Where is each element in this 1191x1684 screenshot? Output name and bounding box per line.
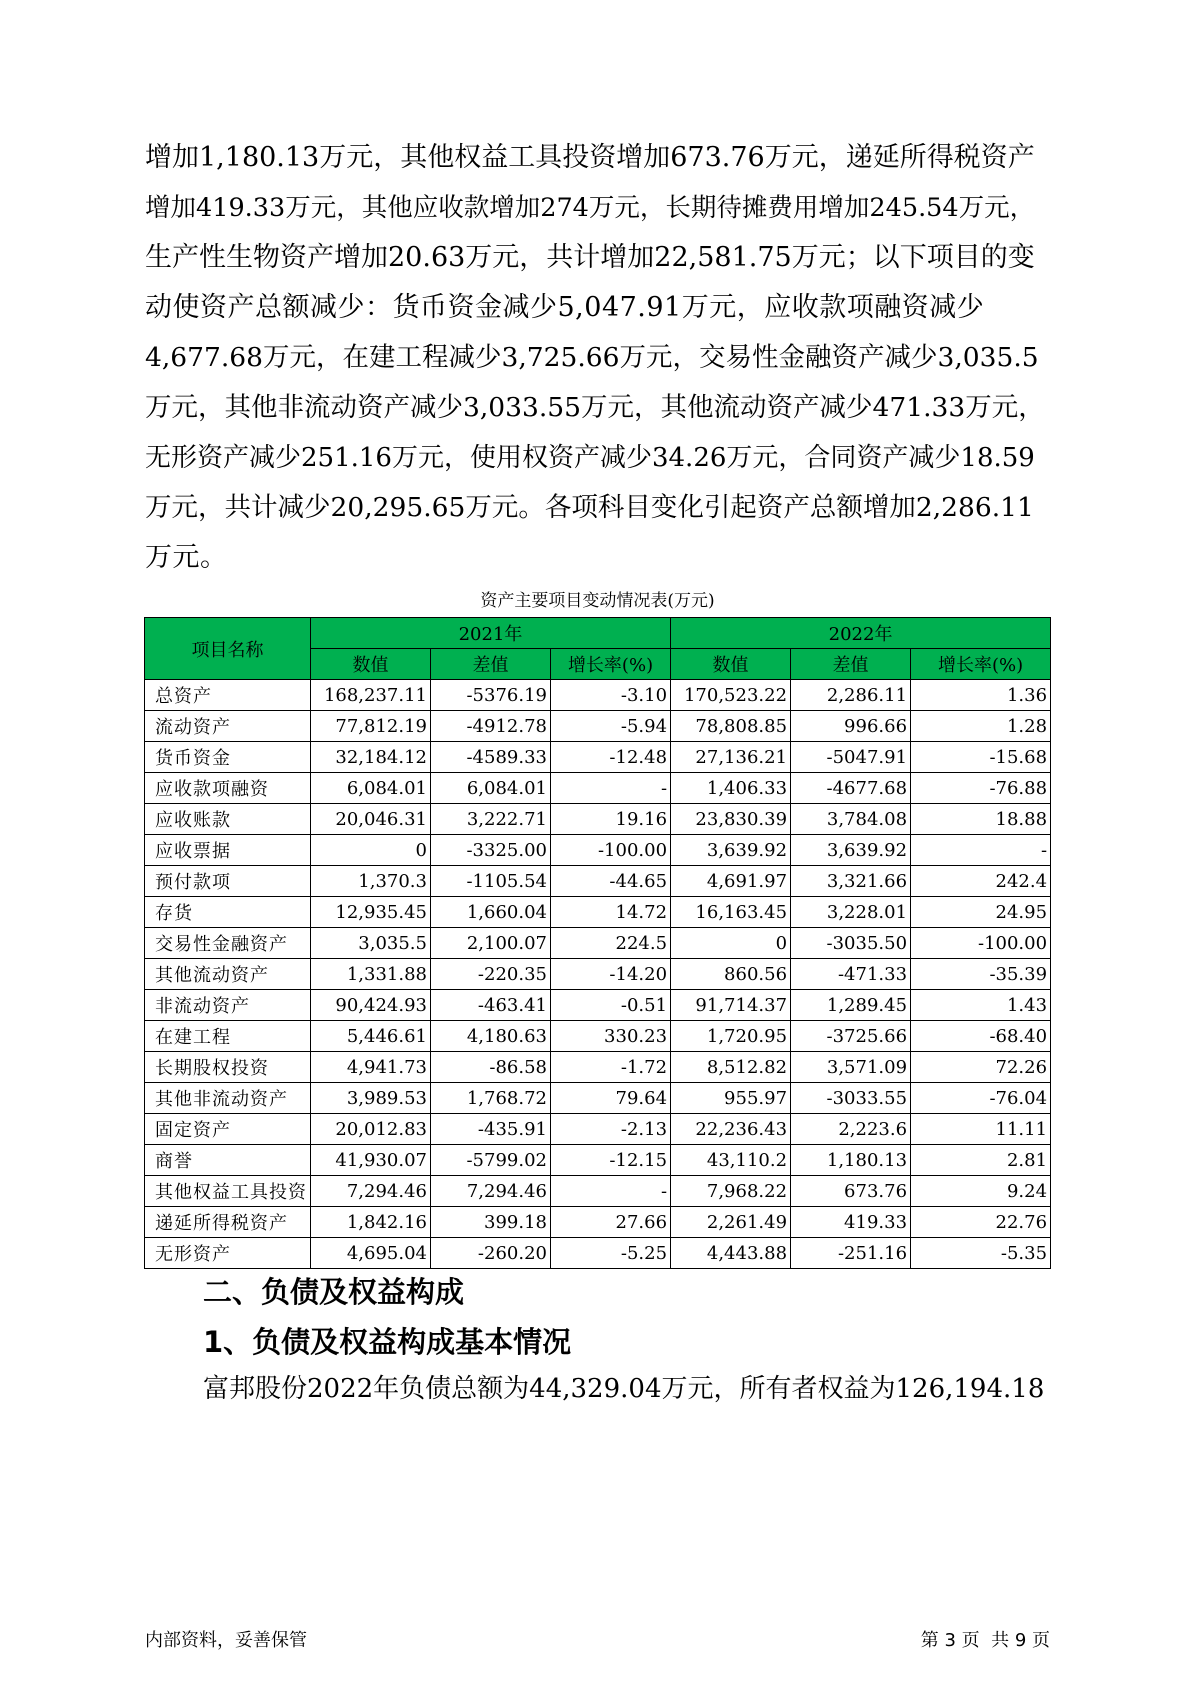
- row-item-name: 应收账款: [145, 804, 311, 835]
- cell-value-2022: 8,512.82: [671, 1052, 791, 1083]
- cell-diff-2022: 3,639.92: [791, 835, 911, 866]
- subheader-growth-2021: 增长率(%): [551, 649, 671, 680]
- cell-diff-2021: 1,660.04: [431, 897, 551, 928]
- header-item-name: 项目名称: [145, 618, 311, 680]
- row-item-name: 在建工程: [145, 1021, 311, 1052]
- closing-line: 富邦股份2022年负债总额为44,329.04万元，所有者权益为126,194.18: [203, 1374, 1045, 1404]
- cell-diff-2022: -3033.55: [791, 1083, 911, 1114]
- cell-diff-2022: 3,228.01: [791, 897, 911, 928]
- cell-growth-2021: 79.64: [551, 1083, 671, 1114]
- cell-value-2022: 78,808.85: [671, 711, 791, 742]
- table-row: [145, 928, 1051, 959]
- intro-line: 增加419.33万元，其他应收款增加274万元，长期待摊费用增加245.54万元，: [145, 193, 1036, 223]
- cell-value-2021: 20,012.83: [311, 1114, 431, 1145]
- cell-diff-2022: 2,223.6: [791, 1114, 911, 1145]
- cell-value-2021: 168,237.11: [311, 680, 431, 711]
- row-item-name: 递延所得税资产: [145, 1207, 311, 1238]
- page-prefix: 第: [920, 1630, 939, 1651]
- table-row: [145, 866, 1051, 897]
- cell-diff-2021: -260.20: [431, 1238, 551, 1269]
- cell-value-2021: 0: [311, 835, 431, 866]
- intro-line: 万元，共计减少20,295.65万元。各项科目变化引起资产总额增加2,286.11: [145, 492, 1034, 523]
- cell-diff-2022: 1,289.45: [791, 990, 911, 1021]
- cell-value-2022: 43,110.2: [671, 1145, 791, 1176]
- cell-growth-2021: 19.16: [551, 804, 671, 835]
- cell-value-2021: 77,812.19: [311, 711, 431, 742]
- cell-value-2021: 4,941.73: [311, 1052, 431, 1083]
- cell-value-2022: 170,523.22: [671, 680, 791, 711]
- cell-diff-2022: -3035.50: [791, 928, 911, 959]
- subsection-heading: 1、负债及权益构成基本情况: [203, 1325, 572, 1359]
- table-row: [145, 1176, 1051, 1207]
- cell-value-2021: 7,294.46: [311, 1176, 431, 1207]
- cell-growth-2022: 242.4: [911, 866, 1051, 897]
- cell-diff-2022: 2,286.11: [791, 680, 911, 711]
- cell-growth-2021: -: [551, 773, 671, 804]
- cell-growth-2021: -5.25: [551, 1238, 671, 1269]
- page-suffix: 页: [1032, 1630, 1050, 1651]
- cell-diff-2021: -4589.33: [431, 742, 551, 773]
- cell-diff-2021: 3,222.71: [431, 804, 551, 835]
- cell-growth-2022: 72.26: [911, 1052, 1051, 1083]
- table-row: [145, 680, 1051, 711]
- cell-growth-2021: -5.94: [551, 711, 671, 742]
- cell-diff-2021: 7,294.46: [431, 1176, 551, 1207]
- cell-value-2022: 16,163.45: [671, 897, 791, 928]
- row-item-name: 总资产: [145, 680, 311, 711]
- table-row: [145, 1145, 1051, 1176]
- cell-diff-2022: -3725.66: [791, 1021, 911, 1052]
- cell-growth-2022: 1.36: [911, 680, 1051, 711]
- table-row: [145, 1238, 1051, 1269]
- cell-growth-2021: 224.5: [551, 928, 671, 959]
- section-heading: 二、负债及权益构成: [203, 1275, 465, 1309]
- cell-diff-2021: -1105.54: [431, 866, 551, 897]
- cell-diff-2021: -86.58: [431, 1052, 551, 1083]
- intro-line: 增加1,180.13万元，其他权益工具投资增加673.76万元，递延所得税资产: [145, 142, 1035, 173]
- cell-value-2021: 12,935.45: [311, 897, 431, 928]
- row-item-name: 应收票据: [145, 835, 311, 866]
- subheader-diff-2022: 差值: [791, 649, 911, 680]
- footer-page-indicator: [921, 1626, 1050, 1652]
- cell-value-2022: 23,830.39: [671, 804, 791, 835]
- table-row: [145, 1083, 1051, 1114]
- cell-diff-2021: -220.35: [431, 959, 551, 990]
- cell-growth-2022: -35.39: [911, 959, 1051, 990]
- subheader-value-2021: 数值: [311, 649, 431, 680]
- cell-value-2022: 4,691.97: [671, 866, 791, 897]
- cell-diff-2021: -4912.78: [431, 711, 551, 742]
- table-row: [145, 1052, 1051, 1083]
- cell-growth-2021: -12.48: [551, 742, 671, 773]
- intro-line: 万元。: [145, 542, 228, 573]
- cell-growth-2021: 330.23: [551, 1021, 671, 1052]
- subheader-value-2022: 数值: [671, 649, 791, 680]
- row-item-name: 交易性金融资产: [145, 928, 311, 959]
- cell-diff-2022: 673.76: [791, 1176, 911, 1207]
- table-body: [145, 680, 1051, 1269]
- cell-growth-2022: -100.00: [911, 928, 1051, 959]
- row-item-name: 长期股权投资: [145, 1052, 311, 1083]
- row-item-name: 货币资金: [145, 742, 311, 773]
- cell-value-2021: 32,184.12: [311, 742, 431, 773]
- cell-growth-2022: 9.24: [911, 1176, 1051, 1207]
- cell-growth-2022: 11.11: [911, 1114, 1051, 1145]
- table-row: [145, 990, 1051, 1021]
- cell-growth-2021: -44.65: [551, 866, 671, 897]
- cell-value-2021: 1,842.16: [311, 1207, 431, 1238]
- cell-diff-2021: 6,084.01: [431, 773, 551, 804]
- row-item-name: 其他非流动资产: [145, 1083, 311, 1114]
- cell-growth-2021: 14.72: [551, 897, 671, 928]
- subheader-diff-2021: 差值: [431, 649, 551, 680]
- cell-growth-2022: 1.43: [911, 990, 1051, 1021]
- intro-line: 4,677.68万元，在建工程减少3,725.66万元，交易性金融资产减少3,035.5: [145, 342, 1039, 373]
- cell-diff-2022: -251.16: [791, 1238, 911, 1269]
- cell-value-2022: 1,720.95: [671, 1021, 791, 1052]
- cell-growth-2021: -: [551, 1176, 671, 1207]
- cell-value-2022: 22,236.43: [671, 1114, 791, 1145]
- row-item-name: 应收款项融资: [145, 773, 311, 804]
- cell-growth-2022: -15.68: [911, 742, 1051, 773]
- table-caption: 资产主要项目变动情况表(万元): [480, 591, 715, 611]
- intro-line: 生产性生物资产增加20.63万元，共计增加22,581.75万元；以下项目的变: [145, 242, 1035, 273]
- cell-value-2021: 3,035.5: [311, 928, 431, 959]
- cell-diff-2022: 3,784.08: [791, 804, 911, 835]
- intro-line: 动使资产总额减少：货币资金减少5,047.91万元，应收款项融资减少: [145, 292, 985, 323]
- table-row: [145, 1021, 1051, 1052]
- cell-growth-2021: -3.10: [551, 680, 671, 711]
- intro-paragraph: [145, 133, 1050, 583]
- table-row: [145, 1207, 1051, 1238]
- cell-growth-2022: 22.76: [911, 1207, 1051, 1238]
- page-mid: 页 共: [961, 1630, 1010, 1651]
- cell-value-2021: 3,989.53: [311, 1083, 431, 1114]
- cell-growth-2022: 2.81: [911, 1145, 1051, 1176]
- row-item-name: 其他权益工具投资: [145, 1176, 311, 1207]
- cell-value-2021: 6,084.01: [311, 773, 431, 804]
- cell-value-2022: 91,714.37: [671, 990, 791, 1021]
- cell-value-2021: 4,695.04: [311, 1238, 431, 1269]
- row-item-name: 其他流动资产: [145, 959, 311, 990]
- cell-diff-2022: 996.66: [791, 711, 911, 742]
- cell-growth-2021: -100.00: [551, 835, 671, 866]
- cell-value-2022: 955.97: [671, 1083, 791, 1114]
- cell-diff-2021: -435.91: [431, 1114, 551, 1145]
- cell-diff-2022: -5047.91: [791, 742, 911, 773]
- cell-value-2022: 27,136.21: [671, 742, 791, 773]
- cell-diff-2022: 3,321.66: [791, 866, 911, 897]
- cell-value-2022: 2,261.49: [671, 1207, 791, 1238]
- cell-growth-2021: -1.72: [551, 1052, 671, 1083]
- table-row: [145, 742, 1051, 773]
- subheader-growth-2022: 增长率(%): [911, 649, 1051, 680]
- assets-change-table: [144, 617, 1051, 1269]
- cell-growth-2022: -76.88: [911, 773, 1051, 804]
- intro-line: 万元，其他非流动资产减少3,033.55万元，其他流动资产减少471.33万元，: [145, 392, 1045, 423]
- table-row: [145, 897, 1051, 928]
- cell-value-2021: 5,446.61: [311, 1021, 431, 1052]
- cell-value-2022: 3,639.92: [671, 835, 791, 866]
- cell-growth-2022: -5.35: [911, 1238, 1051, 1269]
- table-row: [145, 959, 1051, 990]
- row-item-name: 存货: [145, 897, 311, 928]
- page-number: 3: [944, 1630, 956, 1651]
- table-row: [145, 1114, 1051, 1145]
- closing-paragraph: [203, 1364, 1053, 1414]
- cell-diff-2021: -3325.00: [431, 835, 551, 866]
- cell-value-2021: 90,424.93: [311, 990, 431, 1021]
- page-total: 9: [1014, 1630, 1027, 1651]
- cell-value-2022: 1,406.33: [671, 773, 791, 804]
- cell-growth-2021: 27.66: [551, 1207, 671, 1238]
- row-item-name: 商誉: [145, 1145, 311, 1176]
- cell-diff-2021: 2,100.07: [431, 928, 551, 959]
- table-row: [145, 711, 1051, 742]
- cell-diff-2022: 1,180.13: [791, 1145, 911, 1176]
- cell-value-2021: 20,046.31: [311, 804, 431, 835]
- cell-diff-2021: -5376.19: [431, 680, 551, 711]
- cell-growth-2022: -: [911, 835, 1051, 866]
- cell-diff-2022: 3,571.09: [791, 1052, 911, 1083]
- row-item-name: 固定资产: [145, 1114, 311, 1145]
- cell-diff-2021: 399.18: [431, 1207, 551, 1238]
- footer-left: 内部资料，妥善保管: [145, 1630, 307, 1651]
- cell-growth-2021: -2.13: [551, 1114, 671, 1145]
- header-year-2022: 2022年: [671, 618, 1051, 649]
- row-item-name: 非流动资产: [145, 990, 311, 1021]
- header-year-2021: 2021年: [311, 618, 671, 649]
- cell-diff-2021: -463.41: [431, 990, 551, 1021]
- cell-value-2022: 7,968.22: [671, 1176, 791, 1207]
- cell-value-2022: 860.56: [671, 959, 791, 990]
- cell-diff-2022: -4677.68: [791, 773, 911, 804]
- table-row: [145, 804, 1051, 835]
- cell-diff-2021: 1,768.72: [431, 1083, 551, 1114]
- cell-diff-2021: -5799.02: [431, 1145, 551, 1176]
- cell-value-2021: 1,370.3: [311, 866, 431, 897]
- row-item-name: 预付款项: [145, 866, 311, 897]
- cell-value-2021: 41,930.07: [311, 1145, 431, 1176]
- cell-diff-2022: -471.33: [791, 959, 911, 990]
- cell-growth-2021: -0.51: [551, 990, 671, 1021]
- cell-growth-2021: -14.20: [551, 959, 671, 990]
- row-item-name: 流动资产: [145, 711, 311, 742]
- table-row: [145, 835, 1051, 866]
- row-item-name: 无形资产: [145, 1238, 311, 1269]
- table-header-row: [145, 618, 1051, 649]
- cell-diff-2021: 4,180.63: [431, 1021, 551, 1052]
- cell-growth-2022: 24.95: [911, 897, 1051, 928]
- intro-line: 无形资产减少251.16万元，使用权资产减少34.26万元，合同资产减少18.59: [145, 443, 1035, 473]
- cell-value-2021: 1,331.88: [311, 959, 431, 990]
- cell-diff-2022: 419.33: [791, 1207, 911, 1238]
- cell-growth-2022: -76.04: [911, 1083, 1051, 1114]
- cell-growth-2022: 1.28: [911, 711, 1051, 742]
- cell-value-2022: 4,443.88: [671, 1238, 791, 1269]
- cell-growth-2022: 18.88: [911, 804, 1051, 835]
- table-row: [145, 773, 1051, 804]
- cell-growth-2022: -68.40: [911, 1021, 1051, 1052]
- cell-growth-2021: -12.15: [551, 1145, 671, 1176]
- cell-value-2022: 0: [671, 928, 791, 959]
